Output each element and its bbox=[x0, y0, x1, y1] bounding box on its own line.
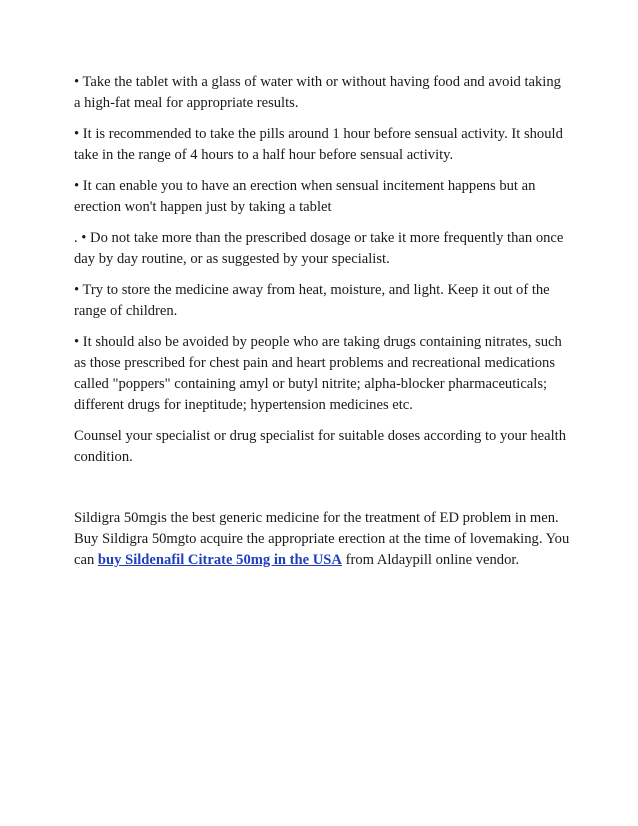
closing-text-after: from Aldaypill online vendor. bbox=[341, 552, 520, 568]
closing-text-before: Sildigra 50mgis the best generic medicine for the treatment of ED problem in men. Buy Sildigra 50mgto acquire the appropriate erection at the time of lovemaking. You can bbox=[74, 510, 570, 568]
buy-sildenafil-link[interactable]: buy Sildenafil Citrate 50mg in the USA bbox=[97, 552, 342, 568]
document-body bbox=[74, 72, 570, 581]
closing-paragraph bbox=[74, 508, 570, 571]
instruction-timing: • It is recommended to take the pills around 1 hour before sensual activity. It should take in the range of 4 hours to a half hour before sensual activity. bbox=[74, 126, 563, 163]
paragraph-gap bbox=[74, 478, 570, 508]
instruction-dosage: . • Do not take more than the prescribed dosage or take it more frequently than once day by day routine, or as suggested by your specialist. bbox=[74, 230, 564, 267]
instruction-erection: • It can enable you to have an erection when sensual incitement happens but an erection won't happen just by taking a tablet bbox=[74, 178, 536, 215]
instruction-storage: • Try to store the medicine away from heat, moisture, and light. Keep it out of the range of children. bbox=[74, 282, 550, 319]
instruction-food: • Take the tablet with a glass of water with or without having food and avoid taking a high-fat meal for appropriate results. bbox=[74, 74, 561, 111]
counsel-paragraph: Counsel your specialist or drug specialist for suitable doses according to your health condition. bbox=[74, 428, 567, 465]
instruction-nitrates: • It should also be avoided by people who are taking drugs containing nitrates, such as those prescribed for chest pain and heart problems and recreational medications called "poppers" containing amyl or butyl nitrite; alpha-blocker pharmaceuticals; different drugs for ineptitude; hypertension medicines etc. bbox=[74, 334, 562, 413]
